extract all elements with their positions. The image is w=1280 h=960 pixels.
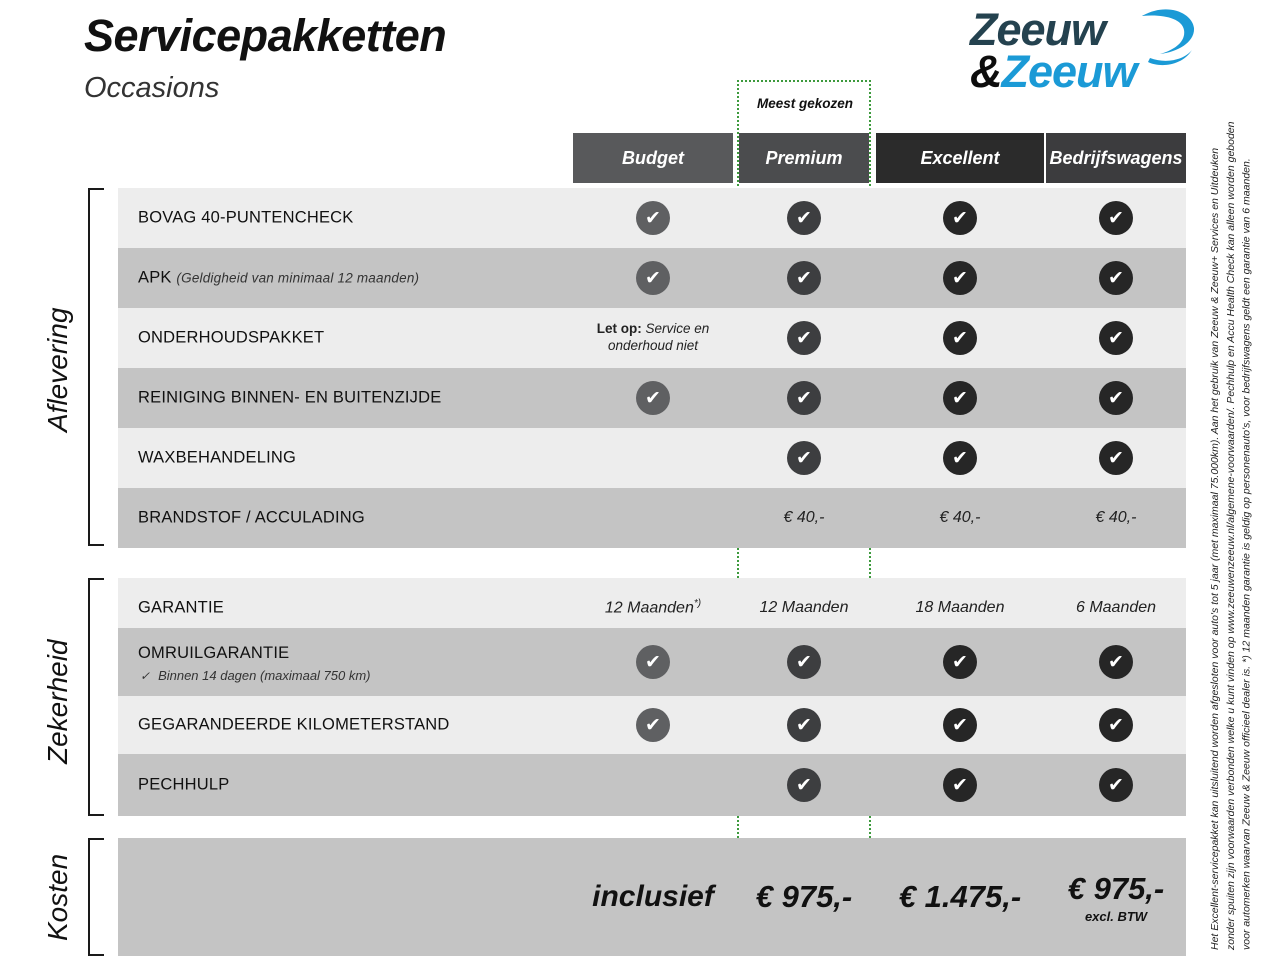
cell-excellent [876, 628, 1044, 696]
check-icon: ✔ [943, 201, 977, 235]
cell-premium [739, 696, 869, 754]
table-row [118, 248, 1186, 308]
check-icon: ✔ [787, 768, 821, 802]
budget-note-text: Service en onderhoud niet [607, 321, 710, 353]
cell-bedrijfswagens [1046, 368, 1186, 428]
brand-logo [970, 4, 1190, 104]
check-icon: ✔ [1099, 645, 1133, 679]
section-label-kosten: Kosten [42, 853, 73, 941]
section-label-aflevering: Aflevering [42, 307, 73, 433]
price-excellent: € 1.475,- [898, 879, 1022, 914]
check-icon: ✔ [943, 768, 977, 802]
row-label: BOVAG 40-PUNTENCHECK [138, 208, 354, 227]
check-icon: ✔ [1099, 261, 1133, 295]
check-icon: ✔ [1099, 201, 1133, 235]
cell-budget [573, 754, 733, 816]
cell-budget [573, 628, 733, 696]
cell-bedrijfswagens [1046, 754, 1186, 816]
logo-ampersand: & [970, 46, 1002, 97]
disclaimer-line-3: Pechhulp en Accu Health Check kan alleen worden geboden voor automerken waarvan Zeeuw & Zeeuw officieel dealer is. [1224, 121, 1253, 950]
cell-budget [573, 368, 733, 428]
cell-bedrijfswagens [1046, 308, 1186, 368]
cost-row [118, 838, 1186, 956]
row-label: ONDERHOUDSPAKKET [138, 328, 325, 347]
cell-budget [573, 696, 733, 754]
check-icon: ✔ [1099, 441, 1133, 475]
cell-value: € 40,- [1095, 509, 1137, 526]
column-header-excellent: Excellent [876, 133, 1044, 183]
table-row [118, 754, 1186, 816]
check-icon: ✔ [636, 201, 670, 235]
row-label: OMRUILGARANTIE [138, 644, 290, 662]
cell-value-text: 12 Maanden [604, 599, 694, 617]
cell-budget [573, 308, 733, 368]
table-row [118, 488, 1186, 548]
table-row [118, 188, 1186, 248]
price-bedrijfswagens: € 975,- [1067, 870, 1165, 906]
footnote-marker: *) [693, 598, 702, 610]
check-icon: ✔ [943, 321, 977, 355]
cell-bedrijfswagens [1046, 696, 1186, 754]
cell-premium [739, 308, 869, 368]
page-header [0, 0, 1280, 125]
row-label: GARANTIE [138, 598, 224, 617]
price-budget: inclusief [592, 880, 714, 913]
check-icon: ✔ [943, 381, 977, 415]
row-sublabel [140, 668, 371, 683]
check-icon: ✔ [787, 321, 821, 355]
check-icon: ✔ [943, 645, 977, 679]
budget-note [573, 321, 733, 355]
table-row [118, 308, 1186, 368]
check-icon: ✔ [636, 261, 670, 295]
check-icon: ✔ [1099, 381, 1133, 415]
cell-excellent [876, 754, 1044, 816]
section-bracket-zekerheid [88, 578, 90, 816]
cell-bedrijfswagens [1046, 428, 1186, 488]
disclaimer-line-4: *) 12 maanden garantie is geldig op personenauto's, voor bedrijfswagens geldt een garantie van 6 maanden. [1240, 158, 1253, 663]
cell-excellent [876, 696, 1044, 754]
row-label: GEGARANDEERDE KILOMETERSTAND [138, 715, 450, 734]
cell-value: 6 Maanden [1075, 599, 1157, 616]
row-label: REINIGING BINNEN- EN BUITENZIJDE [138, 388, 442, 407]
cell-bedrijfswagens [1046, 488, 1186, 548]
page-title: Servicepakketten [84, 10, 447, 61]
table-row [118, 696, 1186, 754]
cell-excellent [876, 368, 1044, 428]
cell-budget [573, 488, 733, 548]
check-icon: ✔ [787, 708, 821, 742]
check-icon: ✔ [943, 441, 977, 475]
column-header-budget: Budget [573, 133, 733, 183]
check-icon: ✔ [1099, 768, 1133, 802]
row-label: BRANDSTOF / ACCULADING [138, 508, 365, 527]
cell-budget [573, 428, 733, 488]
disclaimer [1208, 120, 1274, 950]
table-row [118, 368, 1186, 428]
check-icon: ✔ [1099, 321, 1133, 355]
table-row [118, 428, 1186, 488]
check-icon: ✔ [787, 261, 821, 295]
check-icon: ✔ [787, 201, 821, 235]
row-label-note: (Geldigheid van minimaal 12 maanden) [176, 270, 420, 286]
row-sublabel-text: Binnen 14 dagen (maximaal 750 km) [158, 668, 371, 683]
cell-value [605, 598, 701, 617]
cell-value: € 40,- [939, 509, 981, 526]
logo-line-2 [970, 46, 1137, 98]
price-premium: € 975,- [755, 879, 853, 914]
row-label [138, 269, 419, 288]
section-label-zekerheid: Zekerheid [42, 639, 73, 765]
cell-value: 18 Maanden [915, 599, 1005, 616]
page-subtitle: Occasions [84, 72, 220, 104]
check-icon: ✔ [787, 381, 821, 415]
check-icon: ✔ [787, 441, 821, 475]
disclaimer-text [1208, 120, 1255, 950]
most-chosen-label: Meest gekozen [756, 96, 854, 111]
cell-bedrijfswagens [1046, 188, 1186, 248]
row-label-text: APK [138, 268, 172, 287]
cell-premium [739, 368, 869, 428]
logo-line-2-text: Zeeuw [1001, 46, 1137, 97]
cell-excellent [876, 308, 1044, 368]
price-bedrijfswagens-note: excl. BTW [1084, 908, 1148, 924]
check-icon: ✔ [636, 381, 670, 415]
cell-excellent [876, 248, 1044, 308]
disclaimer-line-2: Services en Uitdeuken zonder spuiten zijn voorwaarden verbonden welke u kunt vinden op www.zeeuwenzeeuw.nl/algemene-voorwaarden/. [1209, 147, 1237, 950]
cell-excellent [876, 188, 1044, 248]
cell-premium [739, 754, 869, 816]
cell-premium [739, 248, 869, 308]
cell-value: 12 Maanden [759, 599, 849, 616]
check-icon: ✔ [636, 708, 670, 742]
check-icon: ✔ [943, 261, 977, 295]
cell-premium [739, 188, 869, 248]
check-icon: ✔ [943, 708, 977, 742]
cell-excellent [876, 488, 1044, 548]
cell-premium [739, 428, 869, 488]
cell-excellent [876, 428, 1044, 488]
check-icon: ✔ [636, 645, 670, 679]
cell-premium [739, 628, 869, 696]
disclaimer-line-1: Het Excellent-servicepakket kan uitsluitend worden afgesloten voor auto's tot 5 jaar (met maximaal 75.000km). Aan het gebruik van Zeeuw & Zeeuw+ [1209, 255, 1221, 950]
section-bracket-aflevering [88, 188, 90, 546]
small-check-icon: ✓ [140, 669, 151, 683]
section-bracket-kosten [88, 838, 90, 956]
cell-budget [573, 248, 733, 308]
cell-premium [739, 488, 869, 548]
row-label: WAXBEHANDELING [138, 448, 297, 467]
row-label: PECHHULP [138, 775, 230, 794]
swoosh-icon [1136, 6, 1196, 68]
price-bedrijfswagens-wrap [1046, 838, 1186, 956]
column-header-premium: Premium [739, 133, 869, 183]
cell-bedrijfswagens [1046, 248, 1186, 308]
check-icon: ✔ [787, 645, 821, 679]
cell-bedrijfswagens [1046, 628, 1186, 696]
column-header-bedrijfswagens: Bedrijfswagens [1046, 133, 1186, 183]
cell-value: € 40,- [783, 509, 825, 526]
logo-line-1: Zeeuw [970, 4, 1106, 55]
cell-budget [573, 188, 733, 248]
budget-note-bold: Let op: [596, 321, 642, 337]
table-row [118, 628, 1186, 696]
check-icon: ✔ [1099, 708, 1133, 742]
